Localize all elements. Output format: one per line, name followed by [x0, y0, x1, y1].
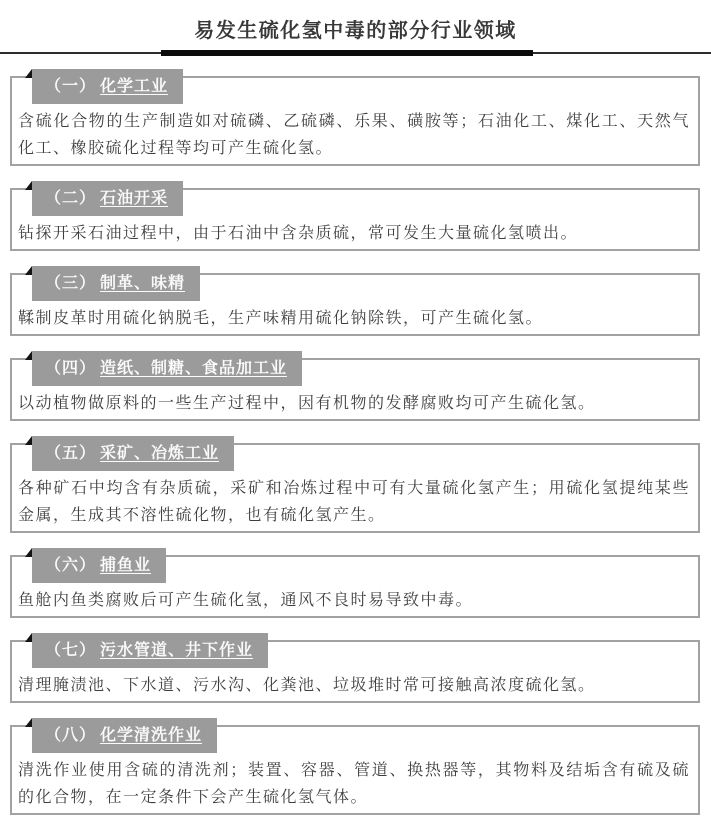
- section-body: 鱼舱内鱼类腐败后可产生硫化氢，通风不良时易导致中毒。: [18, 592, 474, 609]
- section-number: （六）: [45, 557, 97, 574]
- ribbon-fold: [25, 718, 32, 727]
- section-tag: [32, 548, 166, 583]
- section-number: （七）: [45, 642, 97, 659]
- section-tag: [32, 633, 268, 668]
- ribbon-fold: [25, 69, 32, 78]
- page-title: 易发生硫化氢中毒的部分行业领域: [194, 20, 517, 42]
- section-body: 钻探开采石油过程中，由于石油中含杂质硫，常可发生大量硫化氢喷出。: [18, 225, 579, 242]
- page-header: [0, 0, 711, 54]
- section-number: （五）: [45, 445, 97, 462]
- section-tag: [32, 181, 183, 216]
- section-chemical-cleaning: [10, 725, 700, 815]
- section-name: 采矿、冶炼工业: [100, 445, 220, 462]
- section-name: 捕鱼业: [100, 557, 152, 574]
- section-tag: [32, 718, 217, 753]
- section-name: 化学清洗作业: [100, 727, 203, 744]
- section-name: 造纸、制糖、食品加工业: [100, 360, 288, 377]
- section-chemical-industry: [10, 76, 700, 166]
- ribbon-fold: [25, 633, 32, 642]
- section-tag: [32, 436, 234, 471]
- section-number: （二）: [45, 190, 97, 207]
- section-body: 以动植物做原料的一些生产过程中，因有机物的发酵腐败均可产生硫化氢。: [18, 395, 596, 412]
- section-sewage-underground: [10, 640, 700, 703]
- sections-list: [0, 76, 711, 815]
- section-name: 污水管道、井下作业: [100, 642, 254, 659]
- ribbon-fold: [25, 436, 32, 445]
- section-paper-sugar-food: [10, 358, 700, 421]
- section-leather-msg: [10, 273, 700, 336]
- ribbon-fold: [25, 351, 32, 360]
- section-body: 鞣制皮革时用硫化钠脱毛，生产味精用硫化钠除铁，可产生硫化氢。: [18, 310, 544, 327]
- ribbon-fold: [25, 266, 32, 275]
- section-body: 清理腌渍池、下水道、污水沟、化粪池、垃圾堆时常可接触高浓度硫化氢。: [18, 677, 596, 694]
- section-fishing: [10, 555, 700, 618]
- section-body: 含硫化合物的生产制造如对硫磷、乙硫磷、乐果、磺胺等；石油化工、煤化工、天然气化工、橡胶硫化过程等均可产生硫化氢。: [18, 113, 690, 157]
- title-underline: [0, 52, 711, 54]
- title-underline-accent: [161, 50, 533, 56]
- section-number: （四）: [45, 360, 97, 377]
- section-name: 化学工业: [100, 78, 169, 95]
- section-body: 各种矿石中均含有杂质硫，采矿和冶炼过程中可有大量硫化氢产生；用硫化氢提纯某些金属，生成其不溶性硫化物，也有硫化氢产生。: [18, 480, 690, 524]
- section-tag: [32, 351, 302, 386]
- section-oil-extraction: [10, 188, 700, 251]
- section-number: （三）: [45, 275, 97, 292]
- section-number: （一）: [45, 78, 97, 95]
- section-name: 石油开采: [100, 190, 169, 207]
- ribbon-fold: [25, 181, 32, 190]
- section-number: （八）: [45, 727, 97, 744]
- section-tag: [32, 266, 200, 301]
- ribbon-fold: [25, 548, 32, 557]
- section-tag: [32, 69, 183, 104]
- section-body: 清洗作业使用含硫的清洗剂；装置、容器、管道、换热器等，其物料及结垢含有硫及硫的化合物，在一定条件下会产生硫化氢气体。: [18, 762, 690, 806]
- section-mining-smelting: [10, 443, 700, 533]
- section-name: 制革、味精: [100, 275, 186, 292]
